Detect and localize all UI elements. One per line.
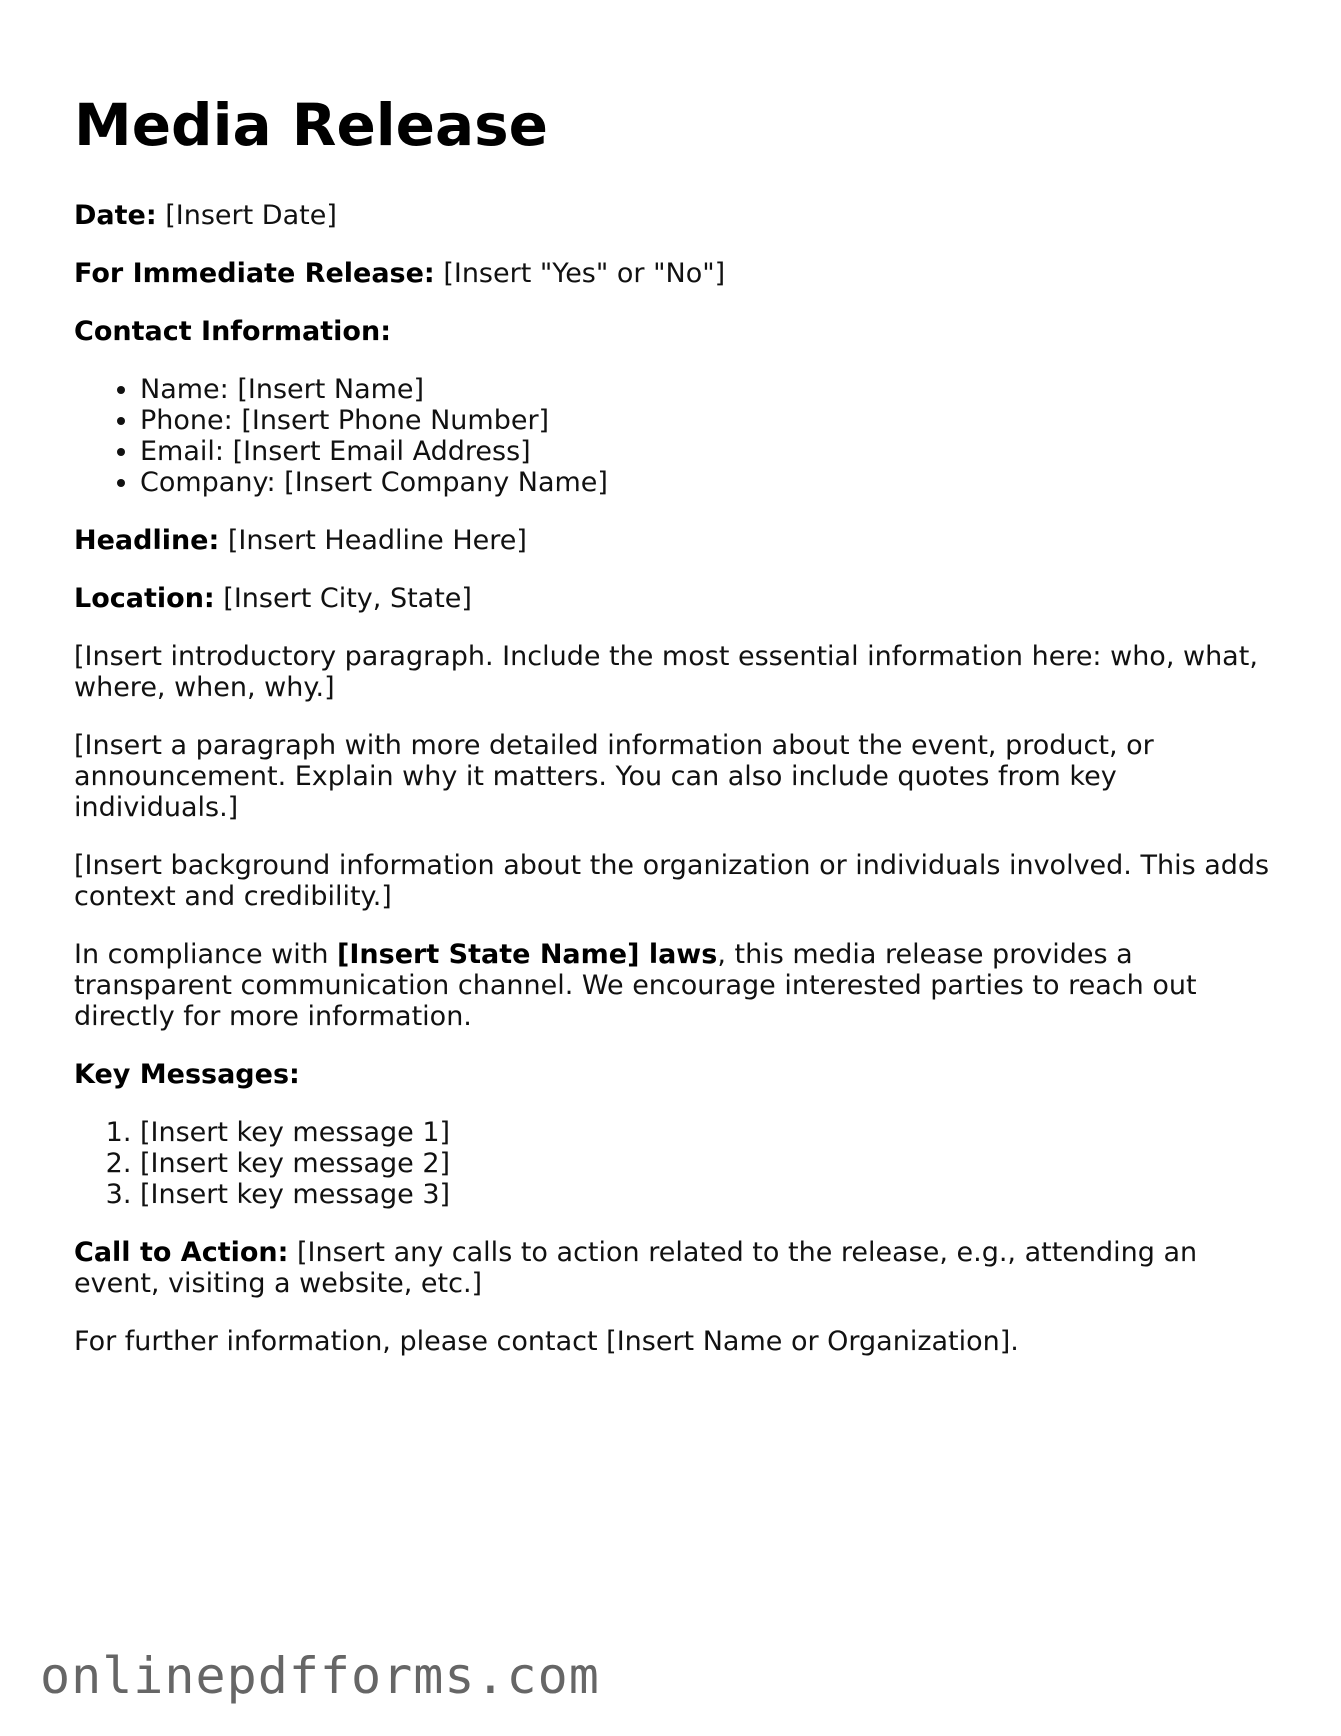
key-message-item: 1. [Insert key message 1] [140, 1117, 1274, 1148]
contact-company: • Company: [Insert Company Name] [140, 467, 1274, 498]
intro-paragraph: [Insert introductory paragraph. Include the most essential information here: who, what, where, when, why.] [74, 641, 1258, 703]
closing-line: For further information, please contact [Insert Name or Organization]. [74, 1326, 1019, 1357]
immediate-release-line [74, 258, 1274, 289]
location-label: Location: [74, 583, 215, 614]
details-paragraph: [Insert a paragraph with more detailed information about the event, product, or announcement. Explain why it matters. You can also include quotes from key individuals.] [74, 730, 1154, 823]
call-to-action-value: [Insert any calls to action related to the release, e.g., attending an event, visiting a website, etc.] [74, 1237, 1198, 1299]
location-value: [Insert City, State] [214, 583, 472, 614]
key-message-item: 3. [Insert key message 3] [140, 1179, 1274, 1210]
date-line [74, 200, 1274, 231]
immediate-release-value: [Insert "Yes" or "No"] [434, 258, 726, 289]
date-value: [Insert Date] [156, 200, 337, 231]
contact-heading [74, 316, 1274, 347]
watermark: onlinepdfforms.com [40, 1647, 600, 1705]
contact-heading-label: Contact Information: [74, 316, 391, 347]
contact-name: • Name: [Insert Name] [140, 374, 1274, 405]
page-title: Media Release [74, 91, 548, 159]
background-paragraph: [Insert background information about the organization or individuals involved. This adds context and credibility.] [74, 850, 1270, 912]
contact-email: • Email: [Insert Email Address] [140, 436, 1274, 467]
key-message-item: 2. [Insert key message 2] [140, 1148, 1274, 1179]
headline-label: Headline: [74, 525, 220, 556]
headline-value: [Insert Headline Here] [219, 525, 527, 556]
key-messages-heading [74, 1059, 1274, 1090]
date-label: Date: [74, 200, 157, 231]
key-messages-label: Key Messages: [74, 1059, 300, 1090]
location-line [74, 583, 1274, 614]
compliance-before: In compliance with [74, 939, 338, 970]
key-messages-list [74, 1117, 1274, 1210]
compliance-after: , this media release provides a transparent communication channel. We encourage interested parties to reach out directly for more information. [74, 939, 1197, 1032]
compliance-paragraph [74, 939, 1274, 1032]
compliance-bold: [Insert State Name] laws [337, 939, 718, 970]
call-to-action-label: Call to Action: [74, 1237, 289, 1268]
immediate-release-label: For Immediate Release: [74, 258, 435, 289]
contact-list [74, 374, 1274, 498]
document-page [74, 90, 1274, 1384]
call-to-action-line [74, 1237, 1274, 1299]
contact-phone: • Phone: [Insert Phone Number] [140, 405, 1274, 436]
headline-line [74, 525, 1274, 556]
